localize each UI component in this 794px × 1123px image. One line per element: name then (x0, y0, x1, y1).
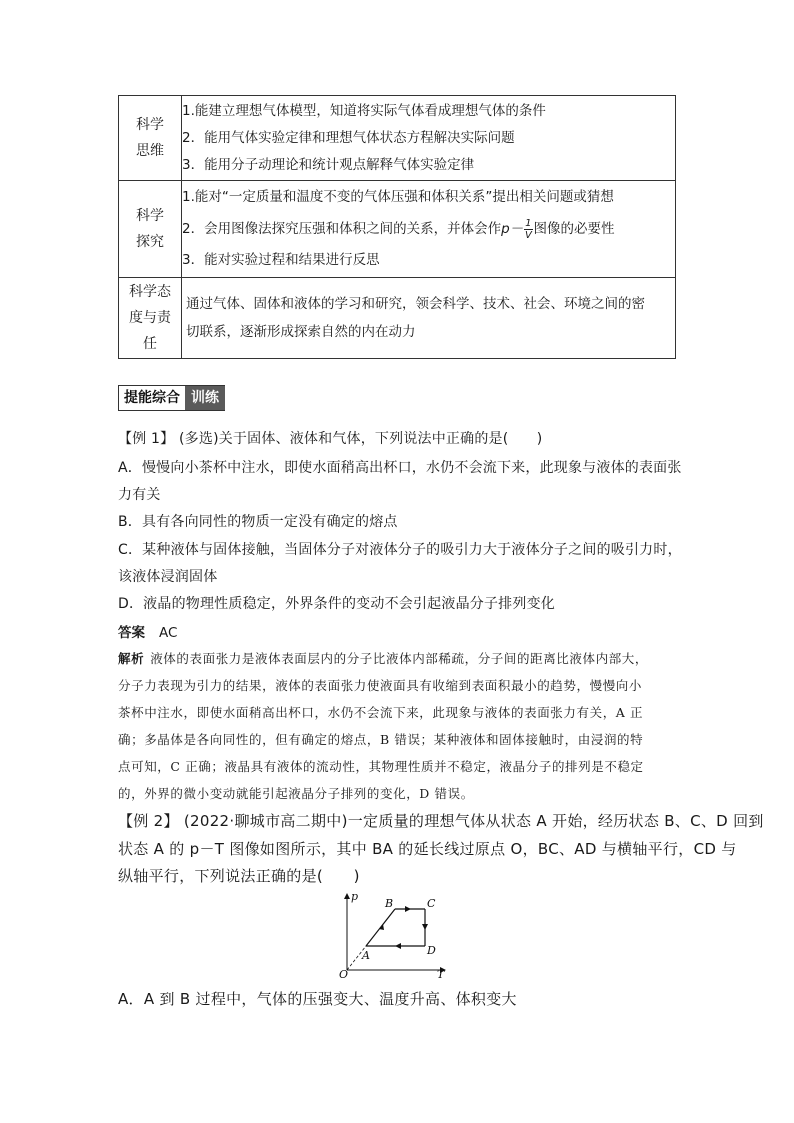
label-c: C (427, 897, 436, 910)
row-paragraph: 通过气体、固体和液体的学习和研究，领会科学、技术、社会、环境之间的密 切联系，逐渐形成探索自然的内在动力 (182, 278, 676, 359)
option-line: B．具有各向同性的物质一定没有确定的熔点 (118, 514, 398, 530)
list-item: 3．能对实验过程和结果进行反思 (182, 252, 380, 268)
label-o: O (339, 968, 349, 980)
arrow-da (395, 943, 401, 949)
explanation-line: 确；多晶体是各向同性的，但有确定的熔点，B 错误；某种液体和固体接触时，由浸润的特 (118, 732, 644, 747)
arrow-bc (405, 906, 411, 912)
competency-table (118, 95, 676, 359)
row-category: 科学 思维 (119, 96, 182, 181)
label-p: p (351, 890, 359, 903)
row-category: 科学态 度与责 任 (119, 278, 182, 359)
explanation-label: 解析 (118, 651, 145, 666)
label-b: B (385, 897, 394, 910)
answer-line (118, 621, 177, 641)
list-item: 1.能对“一定质量和温度不变的气体压强和体积关系”提出相关问题或猜想 (182, 189, 614, 205)
option-line: 该液体浸润固体 (118, 569, 218, 585)
example1-stem: 【例 1】 (多选)关于固体、液体和气体，下列说法中正确的是( ) (118, 431, 543, 447)
banner-title: 提能综合 (118, 386, 185, 410)
table-row (119, 278, 676, 359)
option-line: A．A 到 B 过程中，气体的压强变大、温度升高、体积变大 (118, 990, 517, 1008)
row-items (182, 181, 676, 278)
list-item: 2．能用气体实验定律和理想气体状态方程解决实际问题 (182, 129, 515, 146)
explanation-line: 解析 液体的表面张力是液体表面层内的分子比液体内部稀疏，分子间的距离比液体内部大， (118, 651, 649, 666)
section-banner (118, 385, 225, 411)
math-symbol: p－ (501, 221, 524, 237)
banner-tag: 训练 (185, 386, 225, 410)
row-category: 科学 探究 (119, 181, 182, 278)
example2-line: 【例 2】 (2022·聊城市高二期中)一定质量的理想气体从状态 A 开始，经历状态 B、C、D 回到 (118, 812, 764, 830)
explanation-line: 茶杯中注水，即使水面稍高出杯口，水仍不会流下来，此现象与液体的表面张力有关，A 正 (118, 705, 644, 720)
list-item: 1.能建立理想气体模型，知道将实际气体看成理想气体的条件 (182, 102, 546, 119)
label-t: T (437, 968, 445, 980)
table-row (119, 181, 676, 278)
option-line: 力有关 (118, 487, 161, 503)
explanation-line: 点可知，C 正确；液晶具有液体的流动性，其物理性质并不稳定，液晶分子的排列是不稳定 (118, 759, 644, 774)
explanation-line: 的，外界的微小变动就能引起液晶分子排列的变化，D 错误。 (118, 786, 474, 801)
list-item: 3．能用分子动理论和统计观点解释气体实验定律 (182, 156, 475, 173)
label-a: A (362, 949, 370, 962)
row-items (182, 96, 676, 181)
option-line: C．某种液体与固体接触，当固体分子对液体分子的吸引力大于液体分子之间的吸引力时， (118, 542, 682, 558)
example2-line: 纵轴平行，下列说法正确的是( ) (118, 867, 360, 885)
table-row (119, 96, 676, 181)
explanation-line: 分子力表现为引力的结果，液体的表面张力使液面具有收缩到表面积最小的趋势，慢慢向小 (118, 678, 643, 693)
list-item: 2．会用图像法探究压强和体积之间的关系，并体会作p－ $\frac{1}{V}$ 图像的必要性 (182, 217, 615, 241)
p-t-graph (335, 888, 455, 980)
answer-value: AC (159, 625, 178, 641)
answer-label: 答案 (118, 625, 145, 641)
option-line: D．液晶的物理性质稳定，外界条件的变动不会引起液晶分子排列变化 (118, 596, 555, 612)
option-line: A．慢慢向小茶杯中注水，即使水面稍高出杯口，水仍不会流下来，此现象与液体的表面张 (118, 460, 682, 476)
arrow-cd (422, 924, 428, 930)
example2-line: 状态 A 的 p－T 图像如图所示，其中 BA 的延长线过原点 O，BC、AD 与横轴平行，CD 与 (118, 840, 737, 858)
fraction: $\frac{1}{V}$ (524, 217, 532, 241)
label-d: D (427, 944, 436, 957)
